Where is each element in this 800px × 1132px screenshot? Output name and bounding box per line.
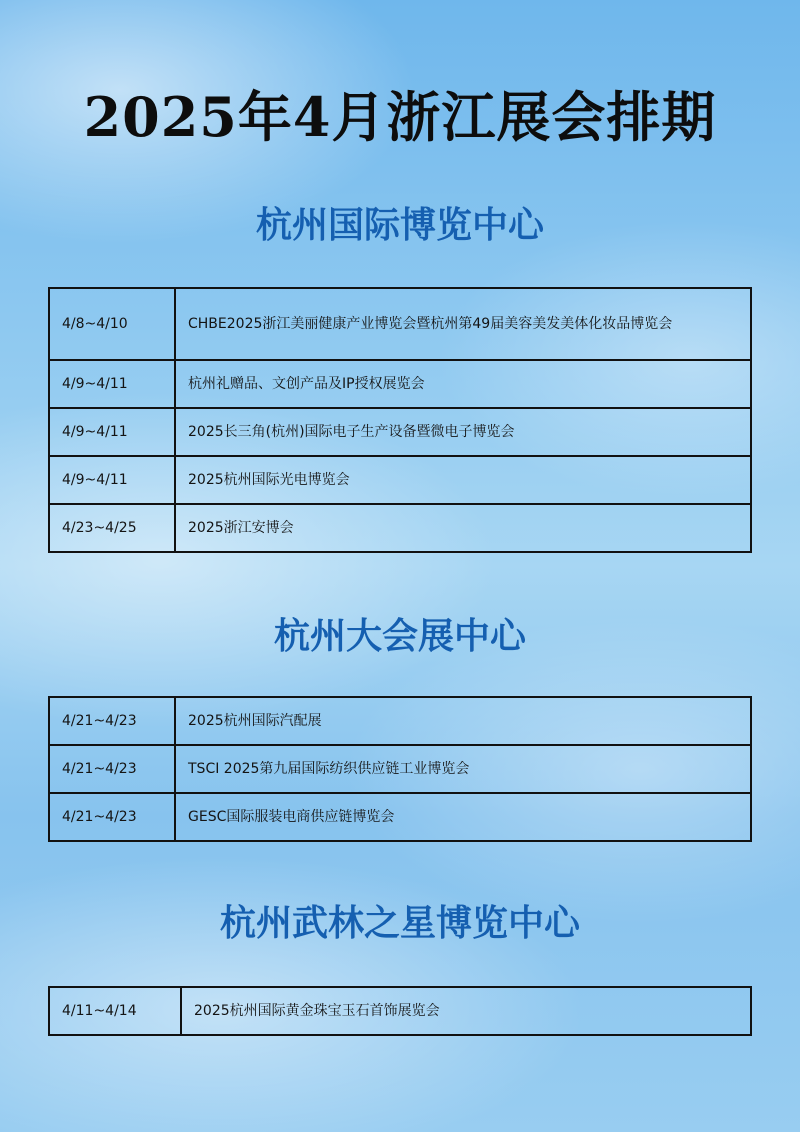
schedule-table-wulin-star-expo [48, 986, 752, 1036]
schedule-table-hangzhou-grand-convention [48, 696, 752, 842]
event-name: TSCI 2025第九届国际纺织供应链工业博览会 [175, 745, 751, 793]
schedule-table-hangzhou-international-expo [48, 287, 752, 553]
table-row [49, 288, 751, 360]
event-name: 2025杭州国际光电博览会 [175, 456, 751, 504]
table-row [49, 987, 751, 1035]
event-date: 4/23~4/25 [49, 504, 175, 552]
table-row [49, 697, 751, 745]
event-name: 2025长三角(杭州)国际电子生产设备暨微电子博览会 [175, 408, 751, 456]
event-name: 2025杭州国际黄金珠宝玉石首饰展览会 [181, 987, 751, 1035]
event-date: 4/9~4/11 [49, 456, 175, 504]
event-date: 4/9~4/11 [49, 360, 175, 408]
event-date: 4/21~4/23 [49, 697, 175, 745]
event-name: 杭州礼赠品、文创产品及IP授权展览会 [175, 360, 751, 408]
event-date: 4/21~4/23 [49, 745, 175, 793]
table-row [49, 504, 751, 552]
table-row [49, 456, 751, 504]
event-date: 4/21~4/23 [49, 793, 175, 841]
section-title-hangzhou-international-expo: 杭州国际博览中心 [255, 205, 544, 246]
event-date: 4/8~4/10 [49, 288, 175, 360]
section-title-wulin-star-expo: 杭州武林之星博览中心 [219, 903, 580, 944]
event-date: 4/9~4/11 [49, 408, 175, 456]
event-name: GESC国际服装电商供应链博览会 [175, 793, 751, 841]
table-row [49, 408, 751, 456]
table-row [49, 745, 751, 793]
table-row [49, 793, 751, 841]
table-row [49, 360, 751, 408]
event-date: 4/11~4/14 [49, 987, 181, 1035]
event-name: CHBE2025浙江美丽健康产业博览会暨杭州第49届美容美发美体化妆品博览会 [175, 288, 751, 360]
event-name: 2025浙江安博会 [175, 504, 751, 552]
event-name: 2025杭州国际汽配展 [175, 697, 751, 745]
page-title: 2025年4月浙江展会排期 [83, 85, 717, 149]
section-title-hangzhou-grand-convention: 杭州大会展中心 [273, 616, 526, 657]
